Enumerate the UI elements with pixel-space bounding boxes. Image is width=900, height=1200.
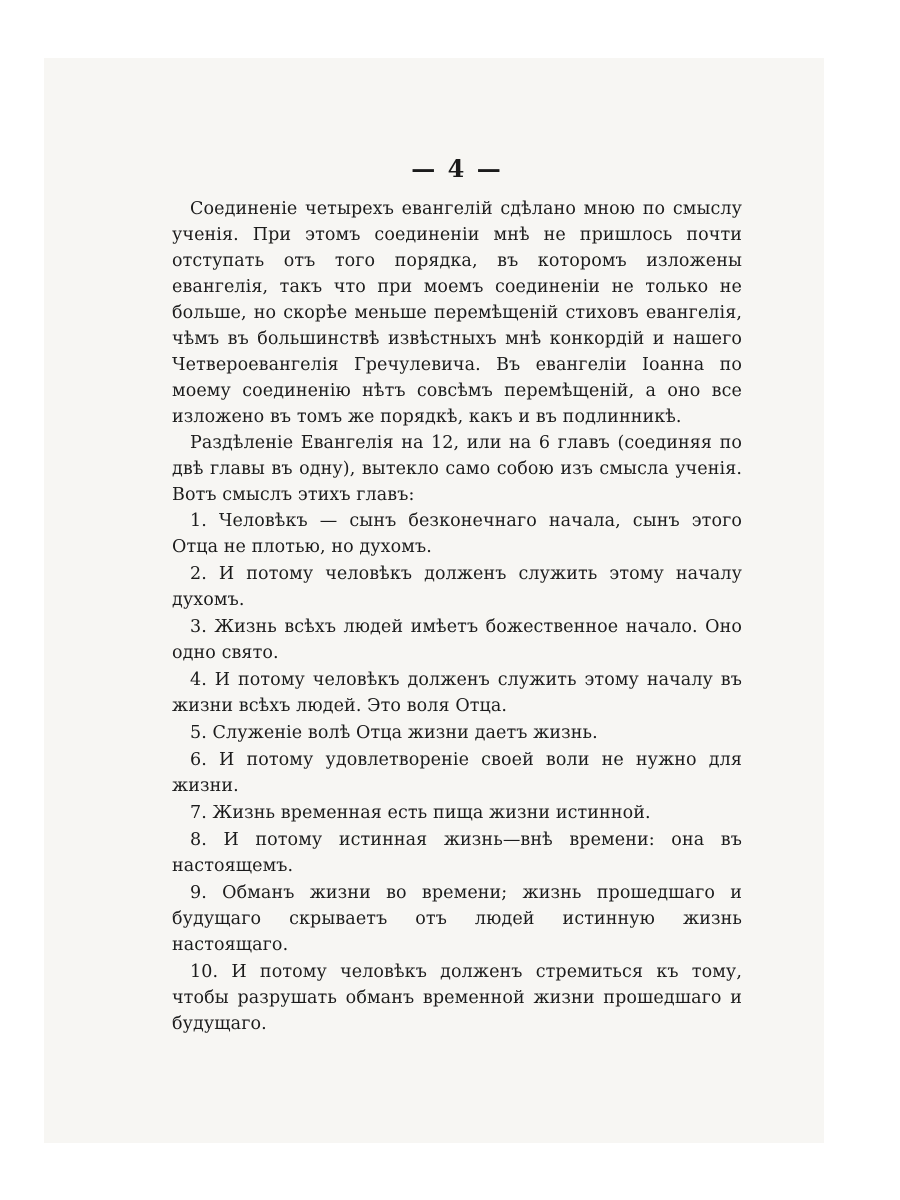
- chapter-item-1: 1. Человѣкъ — сынъ безконечнаго начала, сынъ этого Отца не плотью, но духомъ.: [172, 511, 742, 557]
- chapter-item-6: 6. И потому удовлетвореніе своей воли не нужно для жизни.: [172, 750, 742, 796]
- chapter-item-9: 9. Обманъ жизни во времени; жизнь прошедшаго и будущаго скрываетъ отъ людей истинную жизнь настоящаго.: [172, 883, 742, 955]
- paragraph-concordance: Соединеніе четырехъ евангелій сдѣлано мною по смыслу ученія. При этомъ соединеніи мнѣ не пришлось почти отступать отъ того порядка, въ которомъ изложены евангелія, такъ что при моемъ соединеніи не только не больше, но скорѣе меньше перемѣщеній стиховъ евангелія, чѣмъ въ большинствѣ извѣстныхъ мнѣ конкордій и нашего Четвероевангелія Гречулевича. Въ евангеліи Іоанна по моему соединенію нѣтъ совсѣмъ перемѣщеній, а оно все изложено въ томъ же порядкѣ, какъ и въ подлинникѣ.: [172, 199, 742, 427]
- page-number: — 4 —: [411, 154, 503, 183]
- chapter-item-2: 2. И потому человѣкъ долженъ служить этому началу духомъ.: [172, 564, 742, 610]
- chapter-list: [172, 508, 742, 1037]
- paragraph-division: Раздѣленіе Евангелія на 12, или на 6 главъ (соединяя по двѣ главы въ одну), вытекло само собою изъ смысла ученія. Вотъ смыслъ этихъ главъ:: [172, 433, 742, 505]
- chapter-item-10: 10. И потому человѣкъ долженъ стремиться къ тому, чтобы разрушать обманъ временной жизни прошедшаго и будущаго.: [172, 962, 742, 1034]
- chapter-item-4: 4. И потому человѣкъ долженъ служить этому началу въ жизни всѣхъ людей. Это воля Отца.: [172, 670, 742, 716]
- chapter-item-5: 5. Служеніе волѣ Отца жизни даетъ жизнь.: [190, 723, 598, 743]
- chapter-item-7: 7. Жизнь временная есть пища жизни истинной.: [190, 803, 651, 823]
- book-page: [172, 154, 742, 1038]
- chapter-item-3: 3. Жизнь всѣхъ людей имѣетъ божественное начало. Оно одно свято.: [172, 617, 742, 663]
- chapter-item-8: 8. И потому истинная жизнь—внѣ времени: она въ настоящемъ.: [172, 830, 742, 876]
